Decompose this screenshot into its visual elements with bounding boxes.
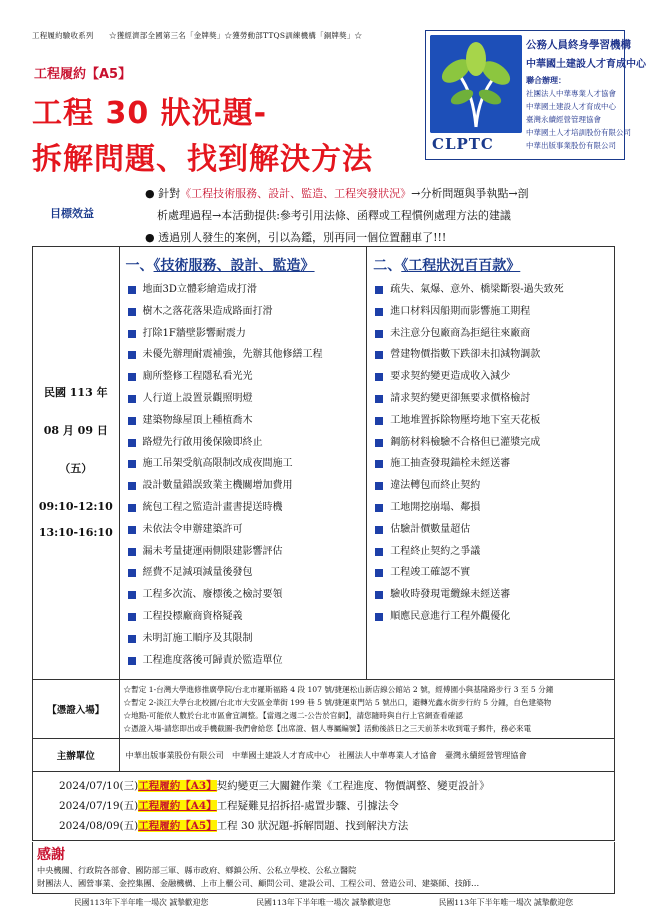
column-1-item: 漏未考量捷運兩側限建影響評估 xyxy=(126,541,363,563)
schedule-cell xyxy=(33,247,120,680)
column-1-item: 未依法令申辦建築許可 xyxy=(126,519,363,541)
column-1-item: 未優先辦理耐震補強，先辦其他修繕工程 xyxy=(126,344,363,366)
venue-label-cell: 【憑證入場】 xyxy=(33,680,120,739)
column-1-prefix: 一、 xyxy=(125,258,154,274)
page-title-line2: 拆解問題、找到解決方法 xyxy=(32,142,373,177)
session-date: 2024/08/09(五) xyxy=(59,820,139,832)
goal-bullet-1-prefix: ● 針對 xyxy=(145,187,181,200)
top-header-line: 工程履約驗收系列 ☆獲經濟部全國第三名「金牌獎」☆獲勞動部TTQS訓練機構「銅牌獎」☆ xyxy=(32,31,363,40)
column-1-item: 工程投標廠商資格疑義 xyxy=(126,606,363,628)
column-2-item: 疏失、氣爆、意外、橋梁斷裂-過失致死 xyxy=(373,279,610,301)
session-tag: 工程履約【A5】 xyxy=(138,820,217,832)
thanks-line-2: 財團法人、國營事業、金控集團、金融機構、上市上櫃公司、顧問公司、建設公司、工程公司、營造公司、建築師、技師… xyxy=(37,878,480,888)
column-1-title xyxy=(126,255,363,275)
footer-note: 民國113年下半年唯一場次 誠摯歡迎您 xyxy=(256,898,391,907)
schedule-date: 08 月 09 日 xyxy=(43,424,108,437)
column-1-item: 未明訂施工順序及其限制 xyxy=(126,628,363,650)
column-2-item: 施工抽查發現錨栓未經送審 xyxy=(373,453,610,475)
column-2-item: 估驗計價數量超估 xyxy=(373,519,610,541)
session-tag: 工程履約【A4】 xyxy=(138,800,217,812)
column-2-item: 工程竣工確認不實 xyxy=(373,562,610,584)
session-tag: 工程履約【A3】 xyxy=(138,780,217,792)
session-row xyxy=(59,776,614,796)
column-2-item: 鋼筋材料檢驗不合格但已灌漿完成 xyxy=(373,432,610,454)
schedule-time-am: 09:10-12:10 xyxy=(38,500,113,513)
schedule-weekday: （五） xyxy=(59,462,93,475)
org-subtitle: 中華國土建設人才育成中心 xyxy=(526,59,646,70)
schedule-year: 民國 113 年 xyxy=(43,386,108,399)
session-date: 2024/07/19(五) xyxy=(59,800,139,812)
topic-column-1 xyxy=(119,247,367,680)
column-2-item: 順應民意進行工程外觀優化 xyxy=(373,606,610,628)
column-2-item: 工程終止契約之爭議 xyxy=(373,541,610,563)
column-2-title xyxy=(373,255,610,275)
co-organizers-label: 聯合辦理： xyxy=(526,75,566,85)
column-1-item: 經費不足減項減量後發包 xyxy=(126,562,363,584)
session-desc: 契約變更三大關鍵作業《工程進度、物價調整、變更設計》 xyxy=(216,780,490,792)
column-2-item: 未注意分包廠商為拒絕往來廠商 xyxy=(373,323,610,345)
column-1-item: 施工吊架受航高限制改成夜間施工 xyxy=(126,453,363,475)
org-title: 公務人員終身學習機構 xyxy=(526,39,631,51)
co-organizer: 中華國土建設人才育成中心 xyxy=(526,102,616,111)
venue-line: ☆地點-可能依人數於台北市區會宜調整。【當週之週二-公告於官網】，請您隨時與自行上官網查看確認 xyxy=(123,711,463,720)
goal-bullet-1-line2: 析處理過程→本活動提供:參考引用法條、函釋或工程慣例處理方法的建議 xyxy=(157,209,511,222)
footer-note: 民國113年下半年唯一場次 誠摯歡迎您 xyxy=(74,898,209,907)
session-date: 2024/07/10(三) xyxy=(59,780,139,792)
logo-wordmark: CLPTC xyxy=(432,135,494,153)
co-organizer: 社團法人中華專業人才協會 xyxy=(526,89,616,98)
co-organizer: 中華國土人才培訓股份有限公司 xyxy=(526,128,631,137)
column-2-item: 工地堆置拆除物壓垮地下室天花板 xyxy=(373,410,610,432)
topic-column-2 xyxy=(367,247,615,680)
column-2-item: 驗收時發現電纜線未經送審 xyxy=(373,584,610,606)
column-2-list xyxy=(373,279,610,628)
session-row xyxy=(59,796,614,816)
column-1-item: 打除1F牆壁影響耐震力 xyxy=(126,323,363,345)
footer xyxy=(32,897,615,908)
schedule-time-pm: 13:10-16:10 xyxy=(38,526,113,539)
column-1-item: 地面3D立體彩繪造成打滑 xyxy=(126,279,363,301)
co-organizers-list xyxy=(526,87,631,152)
goal-bullets xyxy=(145,183,615,249)
column-1-heading: 《技術服務、設計、監造》 xyxy=(153,258,315,274)
goal-label: 目標效益 xyxy=(50,207,94,220)
column-2-heading: 《工程狀況百百款》 xyxy=(401,258,521,274)
column-1-item: 統包工程之監造計畫書提送時機 xyxy=(126,497,363,519)
session-desc: 工程疑難見招拆招-處置步驟、引據法令 xyxy=(216,800,399,812)
course-table xyxy=(32,246,615,841)
page-title-line1: 工程 30 狀況題- xyxy=(32,96,268,131)
column-1-item: 人行道上設置景觀照明燈 xyxy=(126,388,363,410)
column-1-list xyxy=(126,279,363,671)
venue-line: ☆暫定 2-淡江大學台北校園/台北市大安區金華街 199 巷 5 號/捷運東門站 5 號出口，避轉光鑫水街步行約 5 分鐘，自色建築物 xyxy=(123,698,552,707)
session-list xyxy=(33,772,615,841)
column-1-item: 建築物綠屋頂上種植喬木 xyxy=(126,410,363,432)
column-1-item: 工程多次流、廢標後之檢討要領 xyxy=(126,584,363,606)
column-1-item: 樹木之落花落果造成路面打滑 xyxy=(126,301,363,323)
session-row xyxy=(59,816,614,836)
goal-bullet-1 xyxy=(145,183,615,205)
organizer-logo-box xyxy=(425,30,646,160)
leaf-logo-icon xyxy=(430,35,522,133)
goal-bullet-1-highlight: 《工程技術服務、設計、監造、工程突發狀況》 xyxy=(180,187,412,200)
goal-bullet-1-suffix: →分析問題與爭執點→剖 xyxy=(411,187,529,200)
column-1-item: 工程進度落後可歸責於監造單位 xyxy=(126,650,363,672)
footer-note: 民國113年下半年唯一場次 誠摯歡迎您 xyxy=(438,898,573,907)
thanks-box xyxy=(32,842,615,894)
column-2-item: 營建物價指數下跌卻未扣減物調款 xyxy=(373,344,610,366)
column-2-prefix: 二、 xyxy=(373,258,402,274)
column-2-item: 進口材料因船期而影響施工期程 xyxy=(373,301,610,323)
venue-info xyxy=(119,680,614,739)
series-label: 工程履約【A5】 xyxy=(34,67,132,82)
co-organizer: 中華出版事業股份有限公司 xyxy=(526,141,616,150)
venue-line: ☆憑證入場-請您即出或手機截圖-我們會給您【出席證、個人專屬編號】活動後該日之三天前茶未收到電子郵件，務必來電 xyxy=(123,724,532,733)
column-2-item: 請求契約變更卻無要求價格檢討 xyxy=(373,388,610,410)
column-2-item: 違法轉包而終止契約 xyxy=(373,475,610,497)
thanks-title: 感謝 xyxy=(37,847,65,863)
thanks-line-1: 中央機關、行政院各部會、國防部三軍、縣市政府、鄉鎮公所、公私立學校、公私立醫院 xyxy=(37,865,357,875)
column-1-item: 路燈先行啟用後保險即終止 xyxy=(126,432,363,454)
column-1-item: 設計數量錯誤致業主機關增加費用 xyxy=(126,475,363,497)
goal-bullet-2: ● 透過別人發生的案例，引以為鑑，別再同一個位置翻車了!!! xyxy=(145,231,447,244)
host-label-cell: 主辦單位 xyxy=(33,739,120,772)
column-2-item: 要求契約變更造成收入減少 xyxy=(373,366,610,388)
co-organizer: 臺灣永續經營管理協會 xyxy=(526,115,601,124)
column-2-item: 工地開挖崩塌、鄰損 xyxy=(373,497,610,519)
column-1-item: 廁所整修工程隱私看光光 xyxy=(126,366,363,388)
venue-line: ☆暫定 1-台灣大學進修推廣學院/台北市羅斯福路 4 段 107 號/捷運松山新店線公館站 2 號，經傅園小與基隆路步行 3 至 5 分鐘 xyxy=(123,685,554,694)
host-info: 中華出版事業股份有限公司 中華國土建設人才育成中心 社團法人中華專業人才協會 臺灣永續經營管理協會 xyxy=(119,739,614,772)
session-desc: 工程 30 狀況題-拆解問題、找到解決方法 xyxy=(216,820,409,832)
